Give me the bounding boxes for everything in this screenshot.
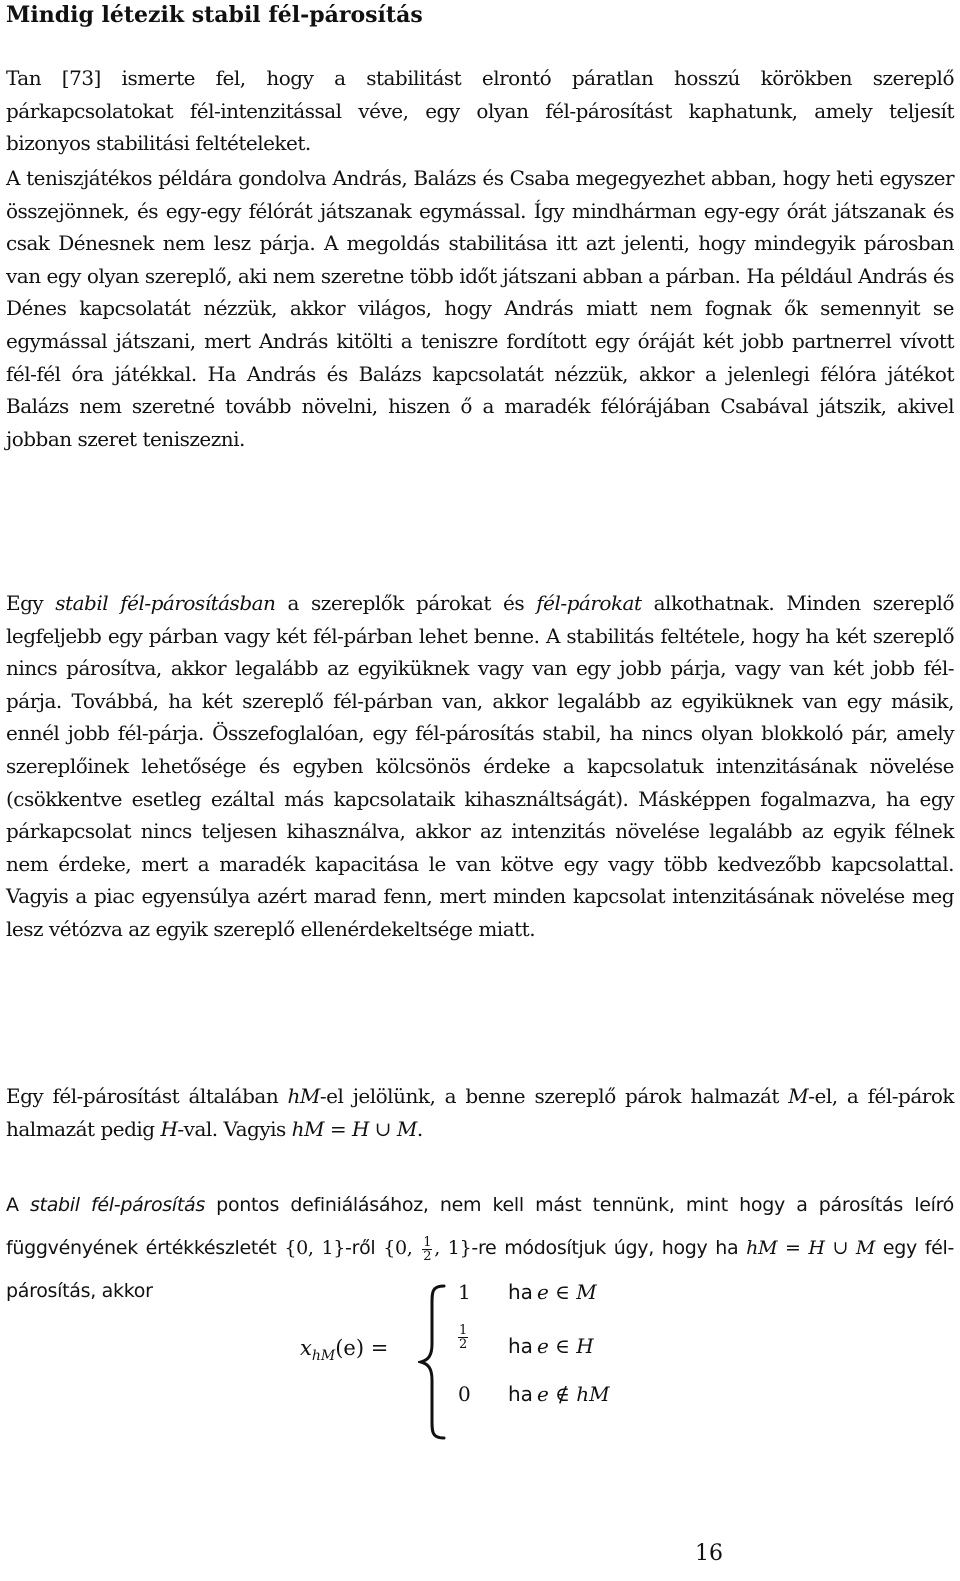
paragraph-intro: Tan [73] ismerte fel, hogy a stabilitást elrontó páratlan hosszú körökben szereplő párkapcsolatokat fél-intenzitással véve, egy olyan fél-párosítást kaphatunk, amely teljesít bizonyos stabilitási feltételeket. (6, 66, 954, 156)
left-brace-icon (418, 1282, 448, 1442)
math-hM-equals-2: hM = H ∪ M (746, 1237, 876, 1259)
section-title: Mindig létezik stabil fél-párosítás (6, 2, 423, 28)
page-number: 16 (695, 1541, 723, 1566)
math-set-01: {0, 1} (284, 1237, 346, 1259)
fraction-case-half: $\frac{1}{2}$ (459, 1323, 468, 1352)
paragraph-notation: Egy fél-párosítást általában hM-el jelölünk, a benne szereplő párok halmazát M-el, a fél-párok halmazát pedig H-val. Vagyis hM = H ∪ M. (6, 1084, 954, 1141)
math-M: M (788, 1084, 809, 1108)
term-half-pairs: fél-párokat (536, 591, 642, 615)
piecewise-formula: $x_{hM}(e)$ = 1 ha e ∈ M $\frac{1}{2}$ ha e ∈ H 0 ha e ∉ hM (300, 1278, 700, 1448)
paragraph-definition: Egy stabil fél-párosításban a szereplők párokat és fél-párokat alkothatnak. Minden szereplő legfeljebb egy párban vagy két fél-párban lehet benne. A stabilitás feltétele, hogy ha két szereplő nincs párosítva, akkor legalább az egyiküknek vagy van egy jobb párja, vagy van két jobb fél-párja. Továbbá, ha két szereplő fél-párban van, akkor legalább az egyiküknek van egy másik, ennél jobb fél-párja. Összefoglalóan, egy fél-párosítás stabil, ha nincs olyan blokkoló pár, amely szereplőinek lehetősége és egyben kölcsönös érdeke a kapcsolatuk intenzitásának növelése (csökkentve esetleg ezáltal más kapcsolataik kihasználtságát). Másképpen fogalmazva, ha egy párkapcsolat nincs teljesen kihasználva, akkor az intenzitás növelése legalább az egyik félnek nem érdeke, mert a maradék kapacitása le van kötve egy vagy több kedvezőbb kapcsolattal. Vagyis a piac egyensúlya azért marad fenn, mert minden kapcsolat intenzitásának növelése meg lesz vétózva az egyik szereplő ellenérdekeltsége miatt. (6, 591, 954, 941)
fraction-one-half: $\frac{1}{2}$ (423, 1234, 432, 1264)
math-H: H (160, 1116, 178, 1141)
term-stable-half-matching: stabil fél-párosításban (55, 591, 276, 615)
math-hM: hM (287, 1084, 320, 1108)
formula-lhs: $x_{hM}(e)$ = (300, 1336, 389, 1365)
paragraph-tennis-example: A teniszjátékos példára gondolva András, Balázs és Csaba megegyezhet abban, hogy heti egyszer összejönnek, és egy-egy félórát játszanak egymással. Így mindhárman egy-egy órát játszanak és csak Dénesnek nem lesz párja. A megoldás stabilitása itt azt jelenti, hogy mindegyik párosban van egy olyan szereplő, aki nem szeretne több időt játszani abban a párban. Ha például András és Dénes kapcsolatát nézzük, akkor világos, hogy András miatt nem fognak ők semennyit se egymással játszani, mert András kitölti a teniszre fordított egy óráját két jobb partnerrel vívott fél-fél óra játékkal. Ha András és Balázs kapcsolatát nézzük, akkor a jelenlegi félóra játékot Balázs nem szeretné tovább növelni, hiszen ő a maradék félórájában Csabával játszik, akivel jobban szeret teniszezni. (6, 166, 954, 451)
term-stable-half-matching-2: stabil fél-párosítás (29, 1194, 205, 1216)
math-set-0-half-1: {0, $\frac{1}{2}$ , 1} (383, 1234, 472, 1264)
paragraph-function-definition: A stabil fél-párosítás pontos definiálásához, nem kell mást tennünk, mint hogy a párosítás leíró függvényének értékkészletét {0, 1}-ről {0, $\frac{1}{2}$ , 1}-re módosítjuk úgy, hogy ha hM = H ∪ M egy fél-párosítás, akkor (6, 1194, 955, 1302)
math-hM-equals: hM = H ∪ M (291, 1116, 417, 1141)
